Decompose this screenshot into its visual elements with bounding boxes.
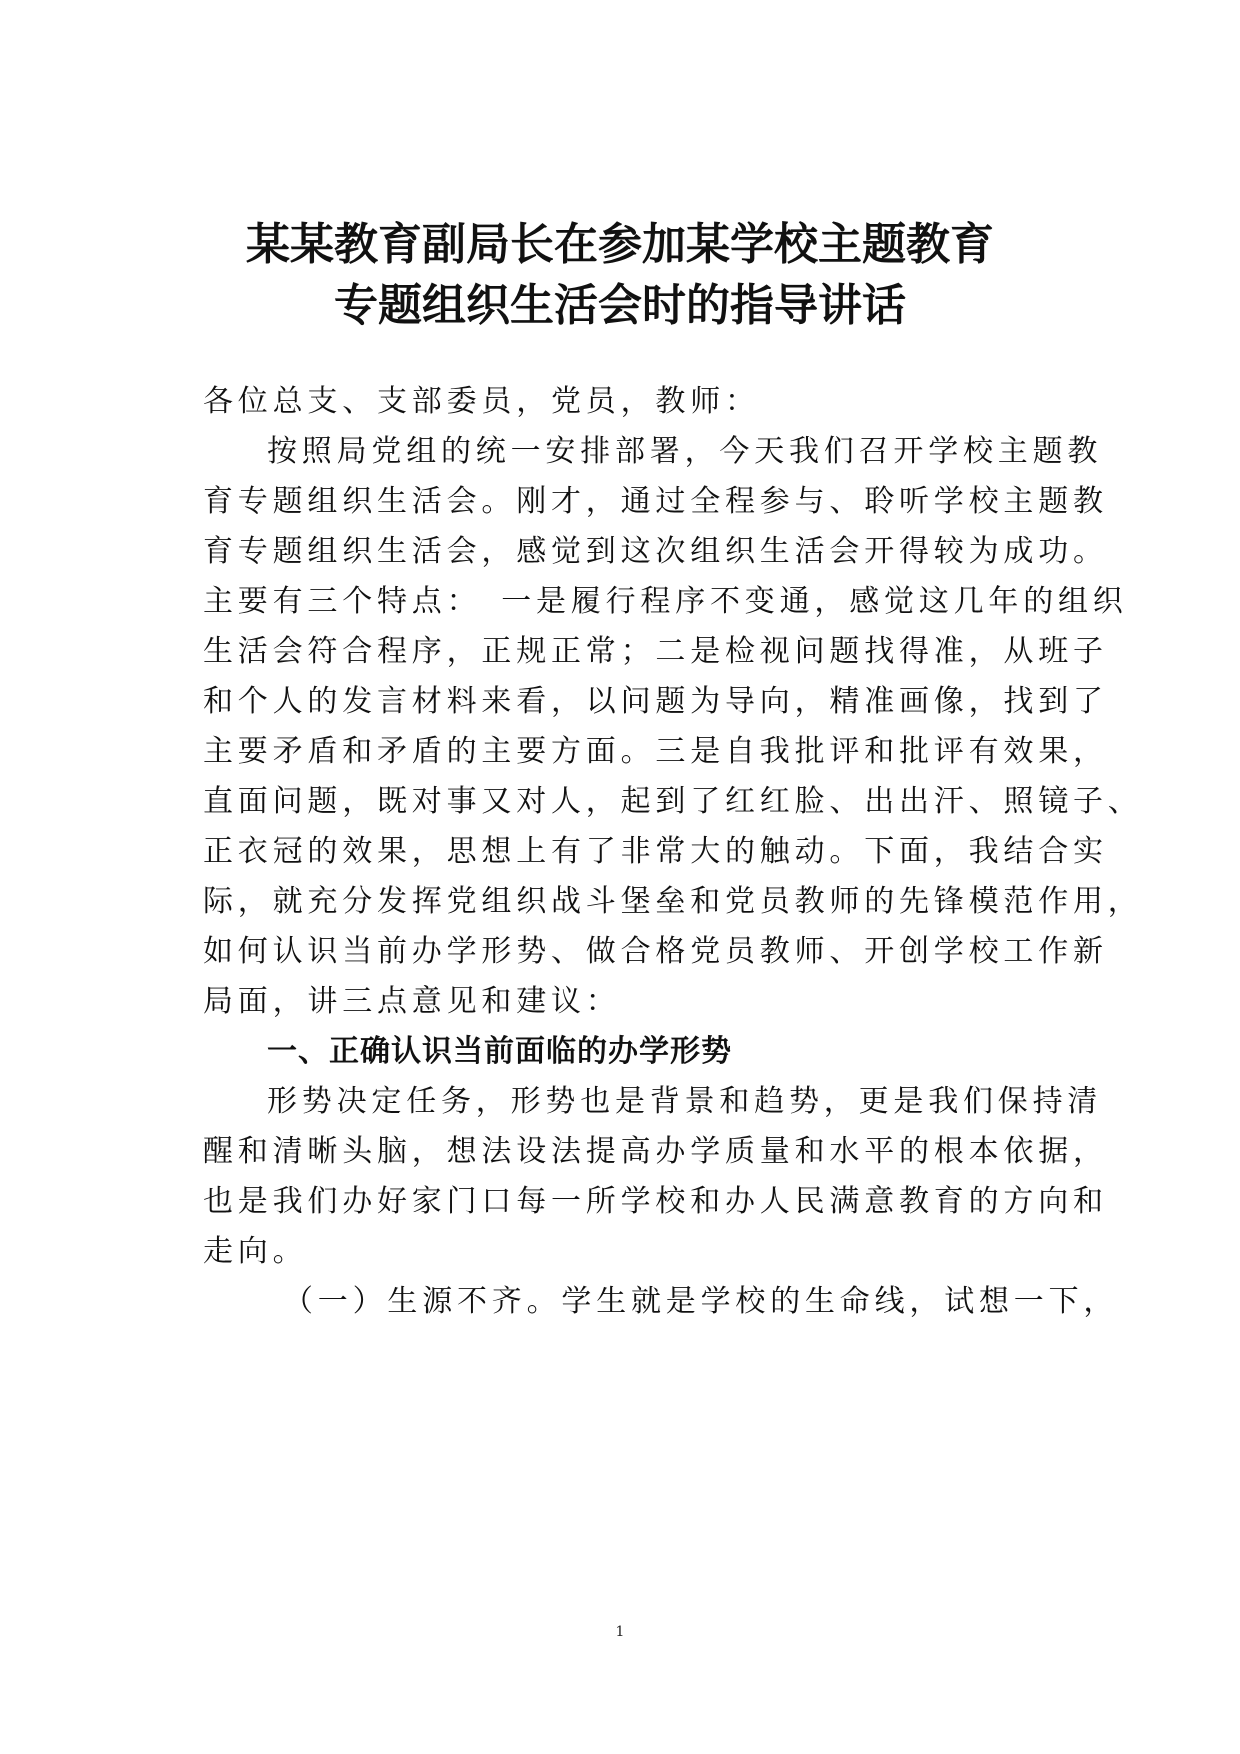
paragraph-line: 如何认识当前办学形势、做合格党员教师、开创学校工作新: [203, 934, 1108, 969]
paragraph-line: 正衣冠的效果，思想上有了非常大的触动。下面，我结合实: [203, 834, 1108, 869]
paragraph-line: 际，就充分发挥党组织战斗堡垒和党员教师的先锋模范作用，: [203, 884, 1143, 919]
section-heading: 一、正确认识当前面临的办学形势: [267, 1034, 732, 1069]
title-line-2: 专题组织生活会时的指导讲话: [334, 280, 906, 331]
paragraph-line: 直面问题，既对事又对人，起到了红红脸、出出汗、照镜子、: [203, 784, 1143, 819]
paragraph-line: 形势决定任务，形势也是背景和趋势，更是我们保持清: [267, 1084, 1103, 1119]
salutation: 各位总支、支部委员，党员，教师：: [203, 384, 760, 419]
paragraph-line: 主要有三个特点： 一是履行程序不变通，感觉这几年的组织: [203, 584, 1128, 619]
paragraph-line: 走向。: [203, 1234, 308, 1269]
title-line-1: 某某教育副局长在参加某学校主题教育: [246, 219, 994, 270]
subsection-line: （一）生源不齐。学生就是学校的生命线，试想一下，: [283, 1284, 1119, 1319]
paragraph-line: 生活会符合程序，正规正常；二是检视问题找得准，从班子: [203, 634, 1108, 669]
paragraph-line: 也是我们办好家门口每一所学校和办人民满意教育的方向和: [203, 1184, 1108, 1219]
paragraph-line: 按照局党组的统一安排部署，今天我们召开学校主题教: [267, 434, 1103, 469]
paragraph-line: 育专题组织生活会。刚才，通过全程参与、聆听学校主题教: [203, 484, 1108, 519]
paragraph-line: 和个人的发言材料来看，以问题为导向，精准画像，找到了: [203, 684, 1108, 719]
paragraph-line: 醒和清晰头脑，想法设法提高办学质量和水平的根本依据，: [203, 1134, 1108, 1169]
document-body: [203, 377, 1143, 1327]
paragraph-line: 育专题组织生活会，感觉到这次组织生活会开得较为成功。: [203, 534, 1108, 569]
paragraph-line: 局面，讲三点意见和建议：: [203, 984, 621, 1019]
page-number: 1: [615, 1624, 625, 1640]
paragraph-line: 主要矛盾和矛盾的主要方面。三是自我批评和批评有效果，: [203, 734, 1108, 769]
document-title: [150, 214, 1090, 336]
